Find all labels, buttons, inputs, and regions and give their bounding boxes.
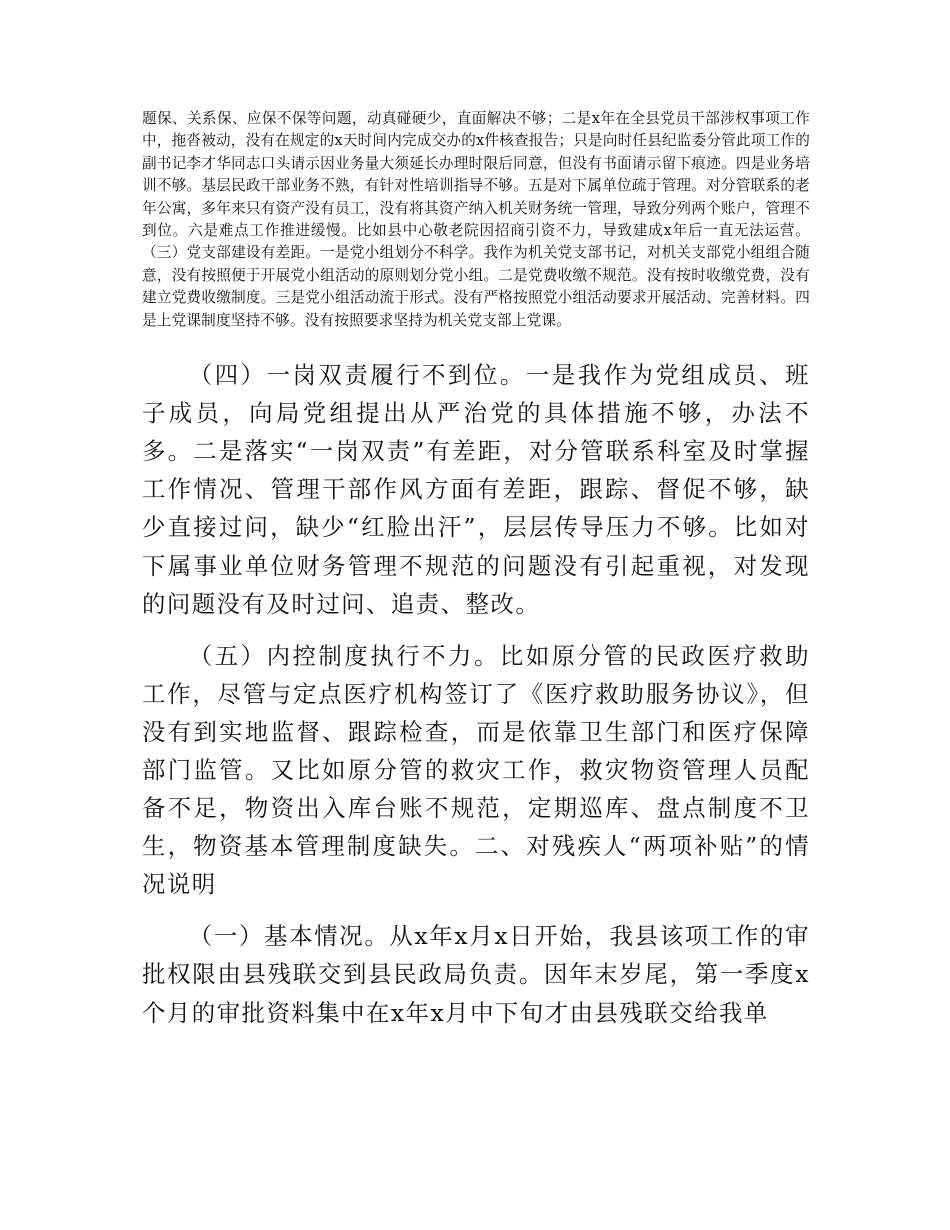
paragraph-continuation: 题保、关系保、应保不保等问题，动真碰硬少，直面解决不够；二是x年在全县党员干部涉权事项工作中，拖沓被动，没有在规定的x天时间内完成交办的x件核查报告；只是向时任县纪监委分管此项工作的副书记李才华同志口头请示因业务量大须延长办理时限后同意，但没有书面请示留下痕迹。四是业务培训不够。基层民政干部业务不熟，有针对性培训指导不够。五是对下属单位疏于管理。对分管联系的老年公寓，多年来只有资产没有员工，没有将其资产纳入机关财务统一管理，导致分列两个账户，管理不到位。六是难点工作推进缓慢。比如县中心敬老院因招商引资不力，导致建成x年后一直无法运营。（三）党支部建设有差距。一是党小组划分不科学。我作为机关党支部书记，对机关支部党小组组合随意，没有按照便于开展党小组活动的原则划分党小组。二是党费收缴不规范。没有按时收缴党费，没有建立党费收缴制度。三是党小组活动流于形式。没有严格按照党小组活动要求开展活动、完善材料。四是上党课制度坚持不够。没有按照要求坚持为机关党支部上党课。 (142, 110, 810, 329)
paragraph-basic-situation: （一）基本情况。从x年x月x日开始，我县该项工作的审批权限由县残联交到县民政局负责。因年末岁尾，第一季度x个月的审批资料集中在x年x月中下旬才由县残联交给我单 (142, 922, 810, 1027)
paragraph-section-five: （五）内控制度执行不力。比如原分管的民政医疗救助工作，尽管与定点医疗机构签订了《医疗救助服务协议》，但没有到实地监督、跟踪检查，而是依靠卫生部门和医疗保障部门监管。又比如原分管的救灾工作，救灾物资管理人员配备不足，物资出入库台账不规范，定期巡库、盘点制度不卫生，物资基本管理制度缺失。二、对残疾人“两项补贴”的情况说明 (142, 641, 810, 899)
document-page (142, 108, 810, 1032)
paragraph-section-four: （四）一岗双责履行不到位。一是我作为党组成员、班子成员，向局党组提出从严治党的具体措施不够，办法不多。二是落实“一岗双责”有差距，对分管联系科室及时掌握工作情况、管理干部作风方面有差距，跟踪、督促不够，缺少直接过问，缺少“红脸出汗”，层层传导压力不够。比如对下属事业单位财务管理不规范的问题没有引起重视，对发现的问题没有及时过问、追责、整改。 (142, 361, 810, 618)
